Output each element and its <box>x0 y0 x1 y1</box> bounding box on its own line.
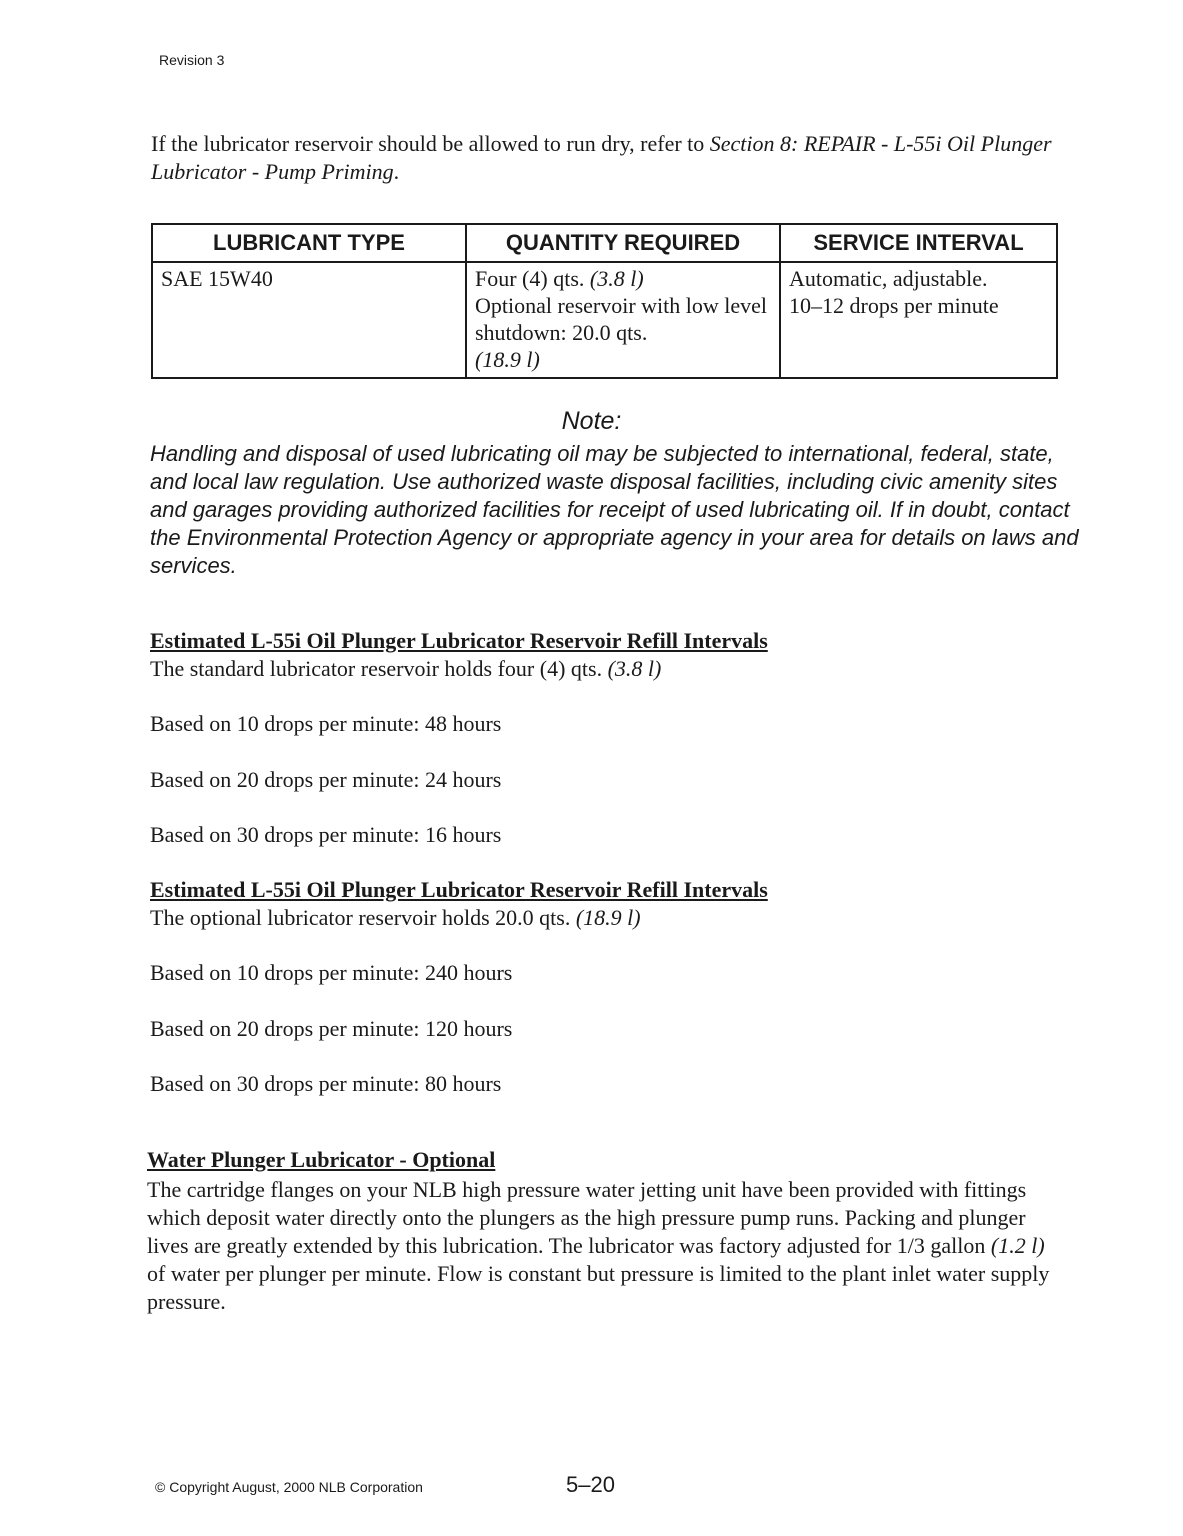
header-quantity-required: QUANTITY REQUIRED <box>466 224 780 262</box>
revision-label: Revision 3 <box>159 52 225 68</box>
cell-quantity-required <box>466 262 780 378</box>
qty-line3-metric: (18.9 l) <box>475 347 540 372</box>
intro-section-reference: Section 8: REPAIR - L-55i Oil Plunger Lubricator - Pump Priming <box>151 131 1052 184</box>
section1-line-1: Based on 10 drops per minute: 48 hours <box>150 711 502 736</box>
header-service-interval: SERVICE INTERVAL <box>780 224 1057 262</box>
intro-text: If the lubricator reservoir should be allowed to run dry, refer to <box>151 131 710 156</box>
section2-intro <box>150 905 641 931</box>
cell-lubricant-type: SAE 15W40 <box>152 262 466 378</box>
note-title: Note: <box>561 407 622 435</box>
section2-heading: Estimated L-55i Oil Plunger Lubricator Reservoir Refill Intervals <box>150 877 768 902</box>
page-number: 5–20 <box>566 1472 615 1497</box>
section1-intro-metric: (3.8 l) <box>607 656 662 681</box>
section2-intro-text: The optional lubricator reservoir holds 20.0 qts. <box>150 905 576 930</box>
note-body: Handling and disposal of used lubricating oil may be subjected to international, federal, state, and local law regulation. Use authorized waste disposal facilities, including civic amenity sites and garages providing authorized facilities for receipt of used lubricating oil. If in doubt, contact the Environmental Protection Agency or appropriate agency in your area for details on laws and services. <box>150 441 1079 578</box>
qty-line1-metric: (3.8 l) <box>589 266 644 291</box>
intro-end: . <box>393 159 400 184</box>
section1-intro-text: The standard lubricator reservoir holds four (4) qts. <box>150 656 608 681</box>
qty-line1: Four (4) qts. <box>475 266 590 291</box>
intro-paragraph <box>151 130 1071 186</box>
lubricant-table <box>151 223 1058 379</box>
section3-body <box>147 1176 1057 1316</box>
interval-line1: Automatic, adjustable. <box>789 266 988 291</box>
section2-line-1: Based on 10 drops per minute: 240 hours <box>150 960 513 985</box>
section3-body-part2: of water per plunger per minute. Flow is constant but pressure is limited to the plant inlet water supply pressure. <box>147 1261 1050 1314</box>
section2-intro-metric: (18.9 l) <box>575 905 641 930</box>
section3-body-metric: (1.2 l) <box>990 1233 1045 1258</box>
table-row <box>152 262 1057 378</box>
section1-line-2: Based on 20 drops per minute: 24 hours <box>150 767 502 792</box>
section1-intro <box>150 656 661 682</box>
section3-body-part1: The cartridge flanges on your NLB high pressure water jetting unit have been provided with fittings which deposit water directly onto the plungers as the high pressure pump runs. Packing and plunger lives are greatly extended by this lubrication. The lubricator was factory adjusted for 1/3 gallon <box>147 1177 1027 1258</box>
section1-heading: Estimated L-55i Oil Plunger Lubricator Reservoir Refill Intervals <box>150 628 768 653</box>
cell-service-interval <box>780 262 1057 378</box>
section3-heading: Water Plunger Lubricator - Optional <box>147 1147 496 1172</box>
interval-line2: 10–12 drops per minute <box>789 293 999 318</box>
qty-line2: Optional reservoir with low level shutdown: 20.0 qts. <box>475 293 768 345</box>
section2-line-2: Based on 20 drops per minute: 120 hours <box>150 1016 513 1041</box>
header-lubricant-type: LUBRICANT TYPE <box>152 224 466 262</box>
section1-line-3: Based on 30 drops per minute: 16 hours <box>150 822 502 847</box>
copyright-footer: © Copyright August, 2000 NLB Corporation <box>155 1479 423 1495</box>
table-header-row <box>152 224 1057 262</box>
section2-line-3: Based on 30 drops per minute: 80 hours <box>150 1071 502 1096</box>
